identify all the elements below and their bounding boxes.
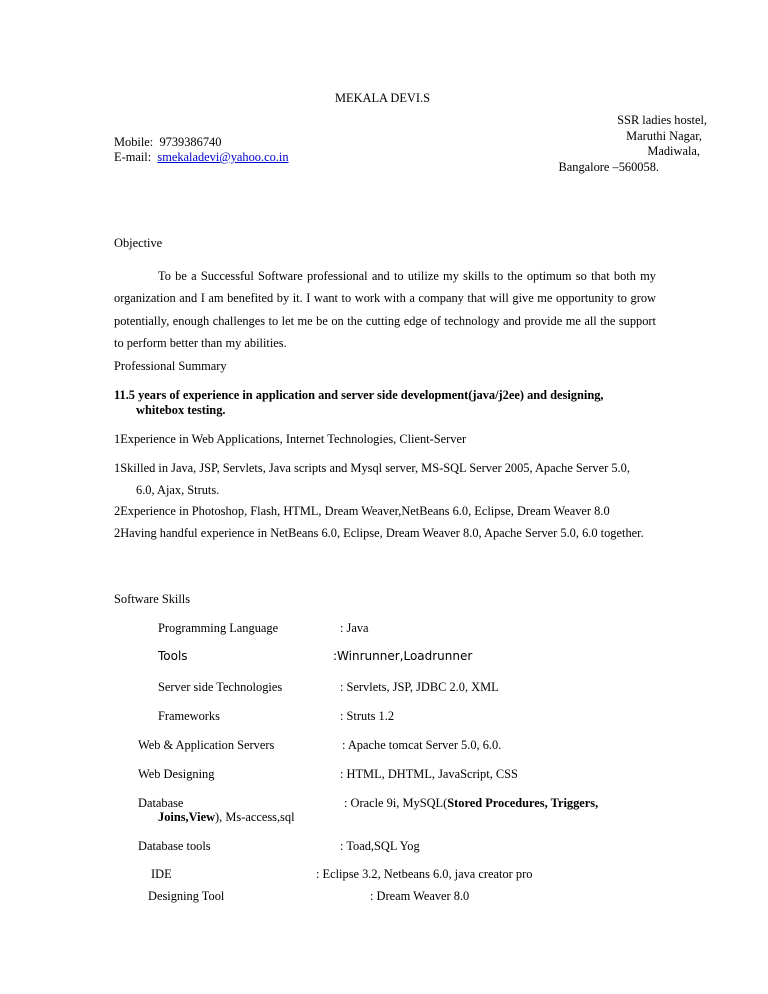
skill-label: Database <box>138 796 184 810</box>
email-link[interactable]: smekaladevi@yahoo.co.in <box>157 150 289 164</box>
skill-label: Frameworks <box>158 709 220 723</box>
summary-item-cont: 6.0, Ajax, Struts. <box>136 483 220 497</box>
summary-headline: 11.5 years of experience in application and server side development(java/j2ee) and designing, <box>114 388 604 402</box>
skill-value: : Toad,SQL Yog <box>340 839 420 853</box>
objective-heading: Objective <box>114 236 163 250</box>
address-line: Maruthi Nagar, <box>626 128 702 143</box>
skill-label: Database tools <box>138 839 211 853</box>
skill-label: Designing Tool <box>148 889 225 903</box>
address-line: Bangalore –560058. <box>558 159 659 174</box>
skill-value: : Java <box>340 621 369 635</box>
skill-label: Tools <box>158 649 188 663</box>
summary-headline-cont: whitebox testing. <box>136 403 226 417</box>
skill-label: Programming Language <box>158 621 279 635</box>
mobile-number: 9739386740 <box>159 135 222 149</box>
skill-value: : Eclipse 3.2, Netbeans 6.0, java creator pro <box>316 867 533 881</box>
skill-value: :Winrunner,Loadrunner <box>333 649 473 663</box>
summary-item: 2Experience in Photoshop, Flash, HTML, Dream Weaver,NetBeans 6.0, Eclipse, Dream Weaver 8.0 <box>114 504 610 518</box>
skill-value-part: Joins,View <box>158 810 216 824</box>
mobile-label: Mobile: <box>114 135 154 149</box>
address-block <box>559 113 708 175</box>
email-line <box>114 150 289 164</box>
skill-value-part: : Oracle 9i, MySQL( <box>344 796 448 810</box>
skill-label: Server side Technologies <box>158 680 283 694</box>
skill-value-part: ), Ms-access,sql <box>215 810 295 824</box>
skill-value-part: Stored Procedures, Triggers, <box>447 796 599 810</box>
skill-value <box>344 796 598 810</box>
address-line: SSR ladies hostel, <box>617 113 707 127</box>
skill-value: : Servlets, JSP, JDBC 2.0, XML <box>340 680 499 694</box>
address-line: Madiwala, <box>647 144 700 158</box>
skill-label: IDE <box>151 867 172 881</box>
mobile-line <box>114 135 221 149</box>
skill-value: : HTML, DHTML, JavaScript, CSS <box>340 767 518 781</box>
skill-value-cont <box>158 810 295 824</box>
email-label: E-mail: <box>114 150 152 164</box>
summary-item: 2Having handful experience in NetBeans 6.0, Eclipse, Dream Weaver 8.0, Apache Server 5.0, 6.0 together. <box>114 526 644 540</box>
skill-label: Web & Application Servers <box>138 738 275 752</box>
objective-body: To be a Successful Software professional and to utilize my skills to the optimum so that both my organization and I am benefited by it. I want to work with a company that will give me opportunity to grow potentially, enough challenges to let me be on the cutting edge of technology and provide me all the support to perform better than my abilities. <box>114 269 656 351</box>
summary-item: 1Experience in Web Applications, Internet Technologies, Client-Server <box>114 432 467 446</box>
skill-label: Web Designing <box>138 767 215 781</box>
skill-value: : Struts 1.2 <box>340 709 395 723</box>
summary-item: 1Skilled in Java, JSP, Servlets, Java scripts and Mysql server, MS-SQL Server 2005, Apache Server 5.0, <box>114 461 630 475</box>
summary-heading: Professional Summary <box>114 359 227 373</box>
skills-heading: Software Skills <box>114 592 191 606</box>
skill-value: : Dream Weaver 8.0 <box>370 889 470 903</box>
objective-text <box>114 265 656 355</box>
candidate-name: MEKALA DEVI.S <box>335 91 430 105</box>
skill-value: : Apache tomcat Server 5.0, 6.0. <box>342 738 502 752</box>
